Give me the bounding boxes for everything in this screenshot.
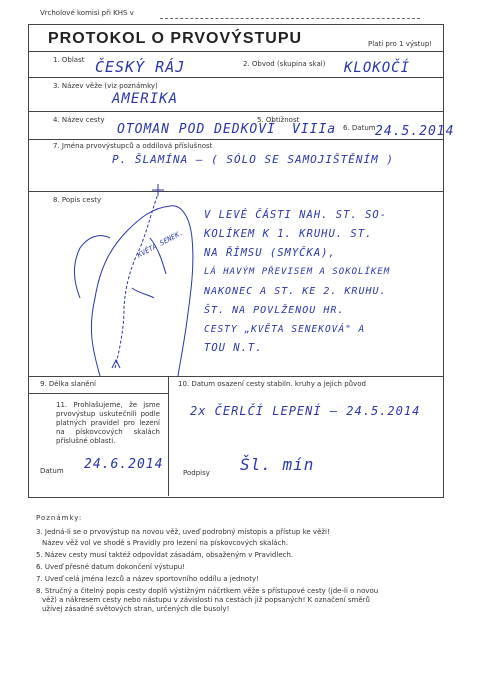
field-label-prvovystupci: 7. Jména prvovýstupců a oddílová příslušnost <box>53 142 213 150</box>
declaration-text: 11. Prohlašujeme, že jsme prvovýstup uskutečnili podle platných pravidel pro lezení na pískovcových skalách příslušné oblasti. <box>56 401 160 445</box>
start-arrow <box>112 360 120 368</box>
field-label-slaneni: 9. Délka slanění <box>40 380 96 388</box>
route-line <box>115 194 158 368</box>
note-item: 7. Uveď celá jména lezců a název sportovního oddílu a jednoty! <box>36 575 259 583</box>
divider <box>28 77 444 78</box>
description-text <box>204 206 444 358</box>
field-value-osazeni: 2x ČERLČÍ LEPENÍ — 24.5.2014 <box>190 404 421 418</box>
sketch-label: KVĚTA SENEK. <box>136 228 185 260</box>
field-value-obvod: KLOKOČÍ <box>344 60 411 76</box>
field-value-oblast: ČESKÝ RÁJ <box>95 58 186 76</box>
divider <box>28 51 444 52</box>
signature: Šl. mín <box>240 455 315 474</box>
committee-line: Vrcholové komisi při KHS v <box>40 9 134 17</box>
column-divider <box>168 376 169 496</box>
field-value-prvovystupci: P. ŠLAMÍNA — ( SÓLO SE SAMOJIŠTĚNÍM ) <box>112 153 395 166</box>
divider <box>28 139 444 140</box>
description-line: TOU N.T. <box>204 342 263 354</box>
field-label-datum: 6. Datum <box>343 124 376 132</box>
description-line: KOLÍKEM K 1. KRUHU. ST. <box>204 228 373 240</box>
route-sketch <box>40 178 210 378</box>
description-line: LÁ HAVÝM PŘEVISEM A SOKOLÍKEM <box>204 267 391 277</box>
note-item: Název věž vol ve shodě s Pravidly pro lezení na pískovcových skalách. <box>42 539 289 547</box>
notes-heading: Poznámky: <box>36 514 83 522</box>
note-item: 6. Uveď přesné datum dokončení výstupu! <box>36 563 186 571</box>
note-item: 8. Stručný a čitelný popis cesty doplň výstižným náčrtkem věže s přístupové cesty (jde-li o novou <box>36 587 379 595</box>
description-line: NA ŘÍMSU (SMYČKA), <box>204 247 336 259</box>
field-label-datum-podpis: Datum <box>40 467 64 475</box>
field-value-obtiznost: VIIIa <box>292 122 337 137</box>
field-value-nazev-veze: AMERIKA <box>112 91 179 107</box>
tower-left-edge <box>75 236 110 298</box>
field-value-nazev-cesty: OTOMAN POD DEDKOVÍ <box>117 122 276 137</box>
field-label-nazev-cesty: 4. Název cesty <box>53 116 105 124</box>
divider <box>28 393 168 394</box>
field-label-obvod: 2. Obvod (skupina skal) <box>243 60 326 68</box>
note-item: užívej zásadně světových stran, určených dle busoly! <box>42 605 230 613</box>
field-label-popis: 8. Popis cesty <box>53 196 102 204</box>
field-value-datum-podpis: 24.6.2014 <box>84 457 164 472</box>
field-label-obtiznost: 5. Obtížnost <box>257 116 300 124</box>
page-title: PROTOKOL O PRVOVÝSTUPU <box>48 30 303 47</box>
description-line: V LEVÉ ČÁSTI NAH. ST. SO- <box>204 209 388 221</box>
validity-note: Platí pro 1 výstup! <box>368 40 433 48</box>
notes-list <box>36 528 436 614</box>
note-item: 3. Jedná-li se o prvovýstup na novou věž, uveď podrobný místopis a přístup ke věži! <box>36 528 330 536</box>
committee-dotted-line <box>160 18 420 19</box>
note-item: 5. Název cesty musí taktéž odpovídat zásadám, obsaženým v Pravidlech. <box>36 551 294 559</box>
summit-mark <box>152 184 164 196</box>
ledge-line <box>132 288 154 298</box>
field-label-nazev-veze: 3. Název věže (viz poznámky) <box>53 82 158 90</box>
field-value-datum: 24.5.2014 <box>375 124 455 139</box>
divider <box>28 376 444 377</box>
description-line: CESTY „KVĚTA SENEKOVÁ" A <box>204 324 366 335</box>
field-label-osazeni: 10. Datum osazení cesty stabiln. kruhy a jejich původ <box>178 380 366 388</box>
field-label-oblast: 1. Oblast <box>53 56 85 64</box>
field-label-podpisy: Podpisy <box>183 469 210 477</box>
description-line: ŠT. NA POVLŽENOU HR. <box>204 305 345 316</box>
divider <box>28 111 444 112</box>
note-item: věž) a nákresem cesty nebo nástupu v závislosti na cestách již popsaných! K označení směrů <box>42 596 370 604</box>
description-line: NAKONEC A ST. KE 2. KRUHU. <box>204 286 387 297</box>
